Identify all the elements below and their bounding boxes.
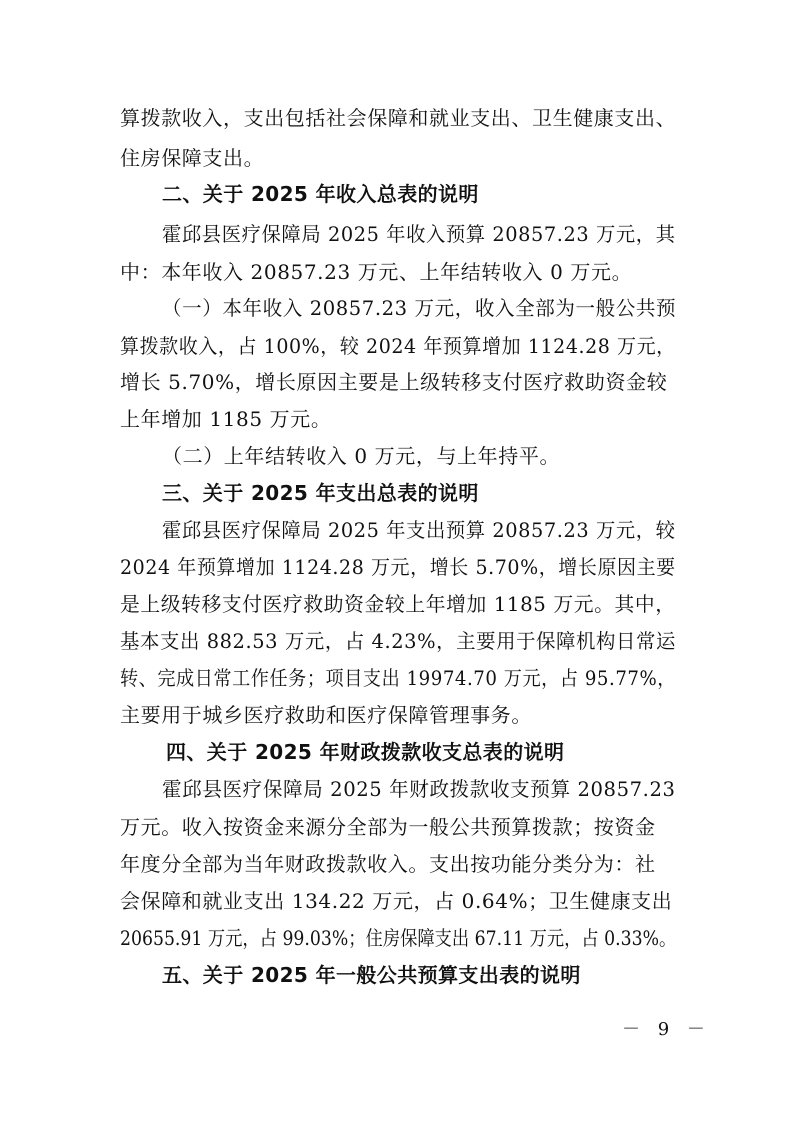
body-text-line: 万元。收入按资金来源分全部为一般公共预算拨款；按资金 <box>120 815 656 839</box>
section-heading: 五、关于 2025 年一般公共预算支出表的说明 <box>162 963 581 987</box>
body-text-line: 增长 5.70%，增长原因主要是上级转移支付医疗救助资金较 <box>120 370 668 394</box>
body-text-line: （一）本年收入 20857.23 万元，收入全部为一般公共预 <box>162 296 677 320</box>
section-heading: 三、关于 2025 年支出总表的说明 <box>162 481 479 505</box>
body-text-line: 霍邱县医疗保障局 2025 年支出预算 20857.23 万元，较 <box>162 518 676 542</box>
body-text-line: 年度分全部为当年财政拨款收入。支出按功能分类分为：社 <box>120 852 656 876</box>
body-text-line: 转、完成日常工作任务；项目支出 19974.70 万元，占 95.77%， <box>120 666 676 690</box>
body-text-line: （二）上年结转收入 0 万元，与上年持平。 <box>162 444 561 468</box>
body-text-line: 住房保障支出。 <box>120 146 265 170</box>
body-text-line: 是上级转移支付医疗救助资金较上年增加 1185 万元。其中， <box>120 592 676 616</box>
body-text-line: 中：本年收入 20857.23 万元、上年结转收入 0 万元。 <box>120 260 633 284</box>
body-text-line: 算拨款收入，占 100%，较 2024 年预算增加 1124.28 万元， <box>120 334 676 358</box>
body-text-line: 基本支出 882.53 万元，占 4.23%，主要用于保障机构日常运 <box>120 629 676 653</box>
body-text-line: 算拨款收入，支出包括社会保障和就业支出、卫生健康支出、 <box>120 106 677 130</box>
body-text-line: 上年增加 1185 万元。 <box>120 407 332 431</box>
body-text-line: 霍邱县医疗保障局 2025 年财政拨款收支预算 20857.23 <box>162 777 676 801</box>
body-text-line: 主要用于城乡医疗救助和医疗保障管理事务。 <box>120 703 532 727</box>
body-text-line: 霍邱县医疗保障局 2025 年收入预算 20857.23 万元，其 <box>162 222 676 246</box>
page-number: － 9 － <box>622 1019 711 1040</box>
section-heading: 四、关于 2025 年财政拨款收支总表的说明 <box>166 740 565 764</box>
body-text-line: 2024 年预算增加 1124.28 万元，增长 5.70%，增长原因主要 <box>120 555 676 579</box>
section-heading: 二、关于 2025 年收入总表的说明 <box>162 182 479 206</box>
body-text-line: 会保障和就业支出 134.22 万元，占 0.64%；卫生健康支出 <box>120 889 673 913</box>
body-text-line: 20655.91 万元，占 99.03%；住房保障支出 67.11 万元，占 0.33%。 <box>120 926 677 950</box>
